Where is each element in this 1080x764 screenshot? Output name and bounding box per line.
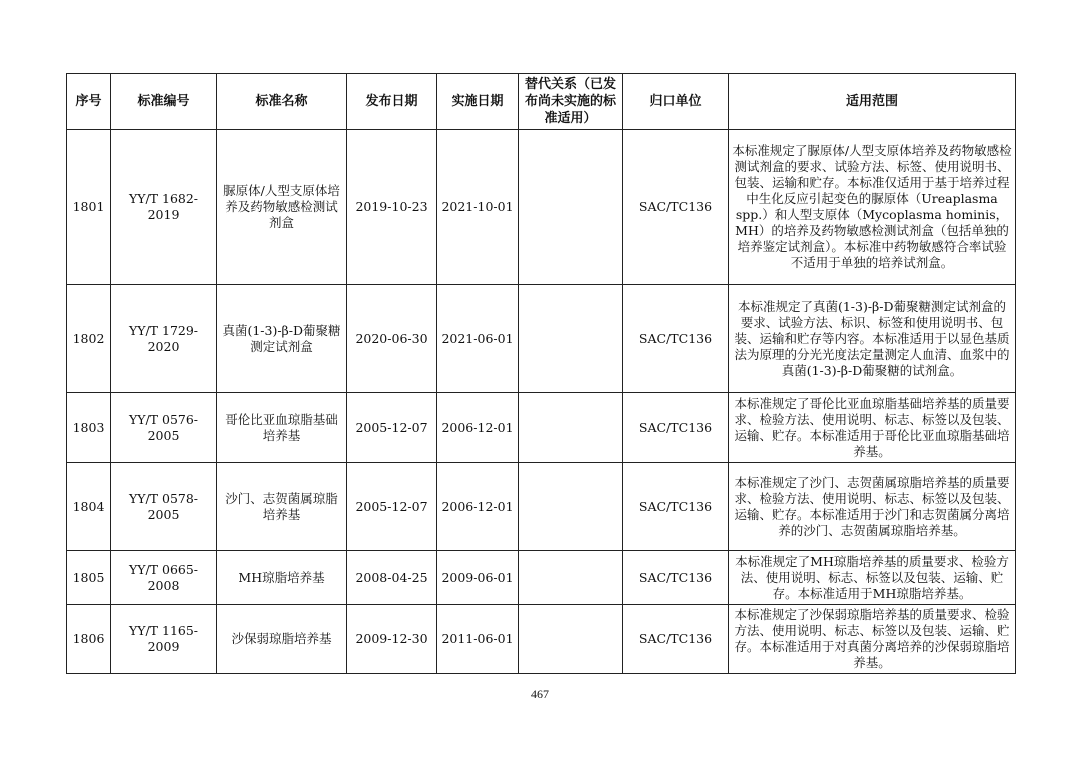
row-replace bbox=[519, 605, 623, 674]
table-row bbox=[67, 285, 1016, 393]
row-replace bbox=[519, 130, 623, 285]
row-scope: 本标准规定了脲原体/人型支原体培养及药物敏感检测试剂盒的要求、试验方法、标签、使用说明书、包装、运输和贮存。本标准仅适用于基于培养过程中生化反应引起变色的脲原体（Ureaplasma spp.）和人型支原体（Mycoplasma hominis，MH）的培养及药物敏感检测试剂盒（包括单独的培养鉴定试剂盒）。本标准中药物敏感符合率试验不适用于单独的培养试剂盒。 bbox=[729, 130, 1016, 285]
row-name: 沙门、志贺菌属琼脂培养基 bbox=[217, 463, 347, 551]
row-impl-date: 2006-12-01 bbox=[437, 393, 519, 463]
page-number: 467 bbox=[531, 687, 549, 701]
row-pub-date: 2009-12-30 bbox=[347, 605, 437, 674]
row-org: SAC/TC136 bbox=[623, 463, 729, 551]
table-row bbox=[67, 463, 1016, 551]
row-code: YY/T 1682-2019 bbox=[111, 130, 217, 285]
row-org: SAC/TC136 bbox=[623, 551, 729, 605]
row-replace bbox=[519, 285, 623, 393]
row-no: 1801 bbox=[67, 130, 111, 285]
header-org: 归口单位 bbox=[623, 74, 729, 130]
row-scope: 本标准规定了哥伦比亚血琼脂基础培养基的质量要求、检验方法、使用说明、标志、标签以及包装、运输、贮存。本标准适用于哥伦比亚血琼脂基础培养基。 bbox=[729, 393, 1016, 463]
row-pub-date: 2019-10-23 bbox=[347, 130, 437, 285]
row-name: 哥伦比亚血琼脂基础培养基 bbox=[217, 393, 347, 463]
row-code: YY/T 0578-2005 bbox=[111, 463, 217, 551]
row-name: MH琼脂培养基 bbox=[217, 551, 347, 605]
row-pub-date: 2005-12-07 bbox=[347, 463, 437, 551]
header-scope: 适用范围 bbox=[729, 74, 1016, 130]
table-row bbox=[67, 551, 1016, 605]
table-row bbox=[67, 130, 1016, 285]
table-row bbox=[67, 393, 1016, 463]
row-org: SAC/TC136 bbox=[623, 393, 729, 463]
row-pub-date: 2005-12-07 bbox=[347, 393, 437, 463]
row-org: SAC/TC136 bbox=[623, 285, 729, 393]
row-replace bbox=[519, 393, 623, 463]
row-no: 1805 bbox=[67, 551, 111, 605]
header-replace: 替代关系（已发布尚未实施的标准适用） bbox=[519, 74, 623, 130]
header-row bbox=[67, 74, 1016, 130]
header-no: 序号 bbox=[67, 74, 111, 130]
header-impl-date: 实施日期 bbox=[437, 74, 519, 130]
row-scope: 本标准规定了沙保弱琼脂培养基的质量要求、检验方法、使用说明、标志、标签以及包装、运输、贮存。本标准适用于对真菌分离培养的沙保弱琼脂培养基。 bbox=[729, 605, 1016, 674]
header-code: 标准编号 bbox=[111, 74, 217, 130]
row-code: YY/T 0576-2005 bbox=[111, 393, 217, 463]
row-code: YY/T 0665-2008 bbox=[111, 551, 217, 605]
row-scope: 本标准规定了沙门、志贺菌属琼脂培养基的质量要求、检验方法、使用说明、标志、标签以及包装、运输、贮存。本标准适用于沙门和志贺菌属分离培养的沙门、志贺菌属琼脂培养基。 bbox=[729, 463, 1016, 551]
row-replace bbox=[519, 463, 623, 551]
row-replace bbox=[519, 551, 623, 605]
row-no: 1806 bbox=[67, 605, 111, 674]
row-impl-date: 2009-06-01 bbox=[437, 551, 519, 605]
row-org: SAC/TC136 bbox=[623, 130, 729, 285]
row-impl-date: 2021-10-01 bbox=[437, 130, 519, 285]
row-name: 脲原体/人型支原体培养及药物敏感检测试剂盒 bbox=[217, 130, 347, 285]
row-code: YY/T 1165-2009 bbox=[111, 605, 217, 674]
table-row bbox=[67, 605, 1016, 674]
row-scope: 本标准规定了真菌(1-3)-β-D葡聚糖测定试剂盒的要求、试验方法、标识、标签和使用说明书、包装、运输和贮存等内容。本标准适用于以显色基质法为原理的分光光度法定量测定人血清、血浆中的真菌(1-3)-β-D葡聚糖的试剂盒。 bbox=[729, 285, 1016, 393]
row-impl-date: 2011-06-01 bbox=[437, 605, 519, 674]
row-scope: 本标准规定了MH琼脂培养基的质量要求、检验方法、使用说明、标志、标签以及包装、运输、贮存。本标准适用于MH琼脂培养基。 bbox=[729, 551, 1016, 605]
row-pub-date: 2008-04-25 bbox=[347, 551, 437, 605]
row-code: YY/T 1729-2020 bbox=[111, 285, 217, 393]
row-org: SAC/TC136 bbox=[623, 605, 729, 674]
standards-table bbox=[66, 73, 1016, 674]
row-no: 1804 bbox=[67, 463, 111, 551]
header-name: 标准名称 bbox=[217, 74, 347, 130]
header-pub-date: 发布日期 bbox=[347, 74, 437, 130]
row-name: 沙保弱琼脂培养基 bbox=[217, 605, 347, 674]
row-no: 1802 bbox=[67, 285, 111, 393]
row-impl-date: 2006-12-01 bbox=[437, 463, 519, 551]
row-pub-date: 2020-06-30 bbox=[347, 285, 437, 393]
row-name: 真菌(1-3)-β-D葡聚糖测定试剂盒 bbox=[217, 285, 347, 393]
row-no: 1803 bbox=[67, 393, 111, 463]
row-impl-date: 2021-06-01 bbox=[437, 285, 519, 393]
